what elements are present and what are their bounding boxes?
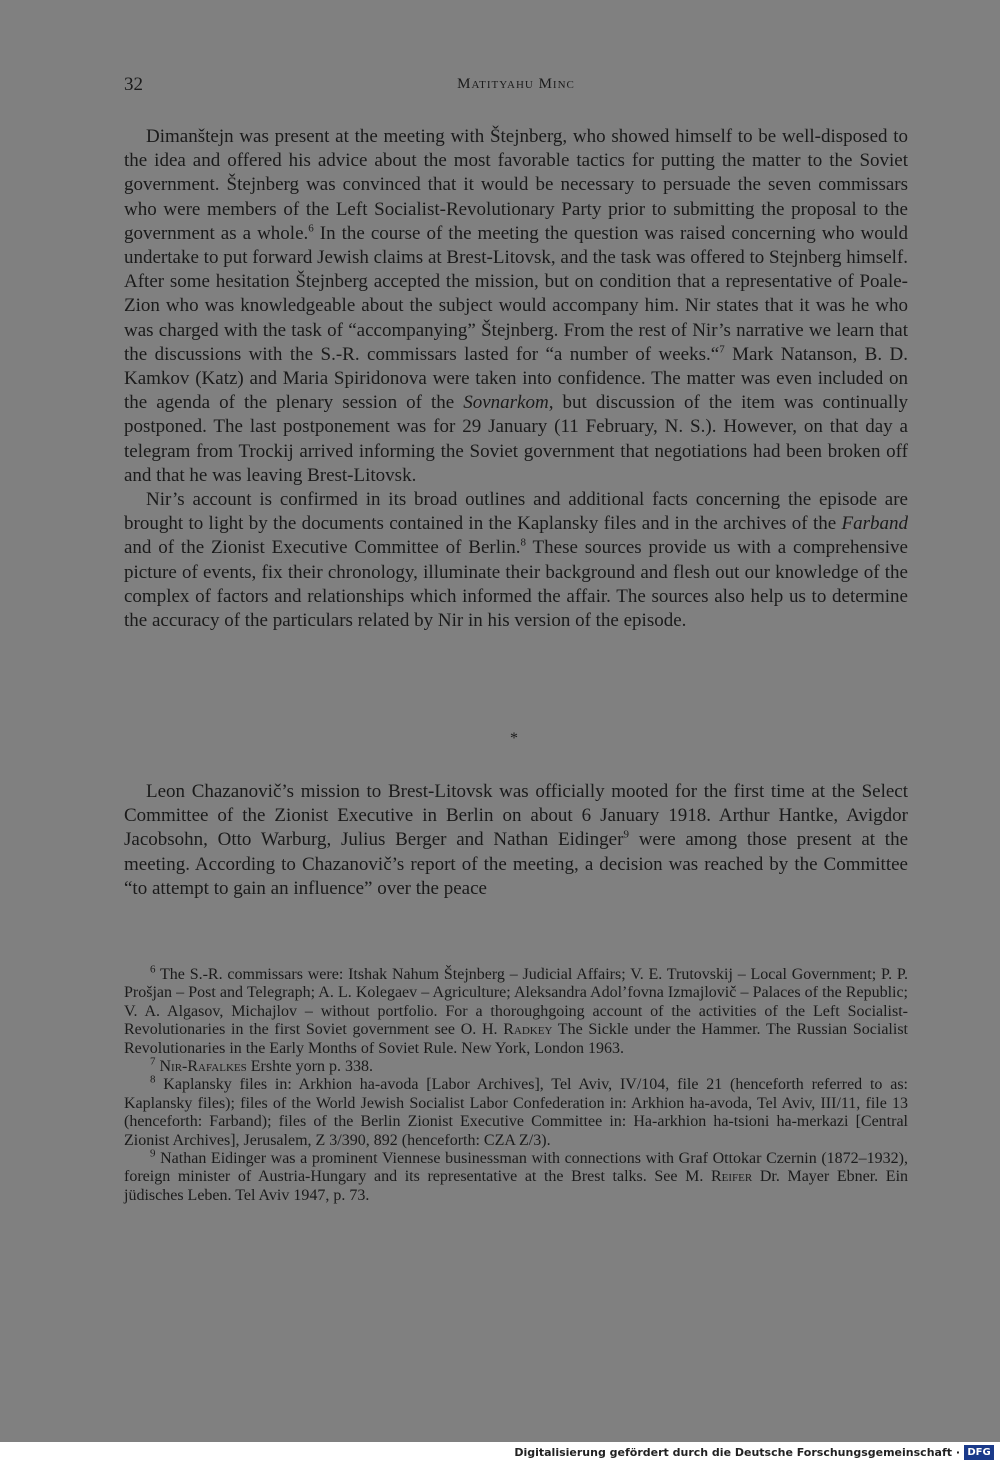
footnote-number: 6 (150, 963, 156, 976)
italic-term: Farband (841, 513, 908, 535)
footnote-9-text-b: Dr. Mayer Ebner. Ein jüdisches Leben. Tel Aviv 1947, p. 73. (124, 1168, 909, 1204)
footnote-ref-8: 8 (520, 537, 527, 550)
italic-term: Sovnarkom, (463, 392, 554, 414)
body-text-continued (124, 780, 908, 901)
body-text (124, 125, 908, 633)
dfg-logo-icon[interactable]: DFG (964, 1445, 994, 1460)
paragraph-2-text-a: Nir’s account is confirmed in its broad outlines and additional facts concerning the episode are brought to light by the documents contained in the Kaplansky files and in the archives of the (124, 489, 908, 535)
footnote-7 (124, 1055, 908, 1076)
footnote-author: Reifer (710, 1168, 753, 1186)
paragraph-3-text-b: were among those present at the meeting. According to Chazanovič’s report of the meeting, a decision was reached by the Committee “to attempt to gain an influence” over the peace (124, 829, 908, 899)
paragraph-2-text-b: and of the Zionist Executive Committee of Berlin. (124, 537, 521, 559)
paragraph-3 (124, 780, 908, 901)
footnote-6-text-a: The S.-R. commissars were: Itshak Nahum Štejnberg – Judicial Affairs; V. E. Trutovskij – Local Government; P. P. Prošjan – Post and Telegraph; A. L. Kolegaev – Agriculture; Aleksandra Adol’fovna Izmajlovič – Palaces of the Republic; V. A. Algasov, Michajlov – without portfolio. For a thoroughgoing account of the activities of the Left Socialist-Revolutionaries in the first Soviet government see O. H. (124, 966, 908, 1039)
footnotes (124, 963, 909, 1205)
paragraph-2 (124, 488, 908, 633)
section-divider: * (510, 730, 518, 747)
footnote-6-text-b: The Sickle under the Hammer. The Russian Socialist Revolutionaries in the Early Months of Soviet Rule. New York, London 1963. (124, 1021, 908, 1057)
footnote-8 (124, 1076, 908, 1150)
footnote-ref-9: 9 (623, 829, 629, 842)
paragraph-1-text-c: Mark Natanson, B. D. Kamkov (Katz) and Maria Spiridonova were taken into confidence. The matter was even included on the agenda of the plenary session of the (124, 343, 908, 414)
page-number: 32 (124, 74, 143, 95)
paragraph-1-text-b: In the course of the meeting the question was raised concerning who would undertake to put forward Jewish claims at Brest-Litovsk, and the task was offered to Stejnberg himself. After some hesitation Štejnberg accepted the mission, but on condition that a representative of Poale-Zion who was knowledgeable about the subject would accompany him. Nir states that it was he who was charged with the task of “accompanying” Štejnberg. From the rest of Nir’s narrative we learn that the discussions with the S.-R. commissars lasted for “a number of weeks.“ (124, 222, 908, 365)
funding-notice: Digitalisierung gefördert durch die Deutsche Forschungsgemeinschaft · (514, 1446, 960, 1459)
footnote-author: Nir-Rafalkes (159, 1058, 247, 1076)
footnote-ref-6: 6 (308, 222, 314, 235)
footnote-author: Radkey (503, 1021, 553, 1039)
footnote-8-text: Kaplansky files in: Arkhion ha-avoda [Labor Archives], Tel Aviv, IV/104, file 21 (henceforth referred to as: Kaplansky files); files of the World Jewish Socialist Labor Confederation in: Arkhion ha-avoda, Tel Aviv, III/11, file 13 (henceforth: Farband); files of the Berlin Zionist Executive Committee in: Ha-arkhion ha-tsioni ha-merkazi [Central Zionist Archives], Jerusalem, Z 3/390, 892 (henceforth: CZA Z/3). (124, 1076, 908, 1149)
footnote-ref-7: 7 (719, 343, 725, 356)
paragraph-3-text-a: Leon Chazanovič’s mission to Brest-Litovsk was officially mooted for the first time at the Select Committee of the Zionist Executive in Berlin on about 6 January 1918. Arthur Hantke, Avigdor Jacobsohn, Otto Warburg, Julius Berger and Nathan Eidinger (124, 781, 908, 851)
footnote-7-text: Ershte yorn p. 338. (246, 1058, 373, 1076)
paragraph-2-text-c: These sources provide us with a comprehensive picture of events, fix their chronology, illuminate their background and flesh out our knowledge of the complex of factors and relationships which informed the affair. The sources also help us to determine the accuracy of the particulars related by Nir in his version of the episode. (124, 537, 908, 632)
footnote-9 (124, 1147, 909, 1205)
footnote-number: 7 (150, 1055, 156, 1068)
paragraph-1-text-a: Dimanštejn was present at the meeting with Štejnberg, who showed himself to be well-disposed to the idea and offered his advice about the most favorable tactics for putting the matter to the Soviet government. Štejnberg was convinced that it would be necessary to persuade the seven commissars who were members of the Left Socialist-Revolutionary Party prior to submitting the proposal to the government as a whole. (124, 126, 908, 244)
footnote-number: 8 (150, 1074, 156, 1087)
footnote-number: 9 (150, 1147, 156, 1160)
paragraph-1 (124, 125, 908, 488)
page-header (124, 74, 908, 100)
footnote-6 (124, 963, 908, 1058)
running-head: Matityahu Minc (457, 76, 575, 92)
funding-footer (0, 1442, 1000, 1464)
paragraph-1-text-d: but discussion of the item was continually postponed. The last postponement was for 29 January (11 February, N. S.). However, on that day a telegram from Trockij arrived informing the Soviet government that negotiations had been broken off and that he was leaving Brest-Litovsk. (124, 392, 908, 486)
footnote-9-text-a: Nathan Eidinger was a prominent Viennese businessman with connections with Graf Ottokar Czernin (1872–1932), foreign minister of Austria-Hungary and its representative at the Brest talks. See M. (124, 1150, 908, 1186)
